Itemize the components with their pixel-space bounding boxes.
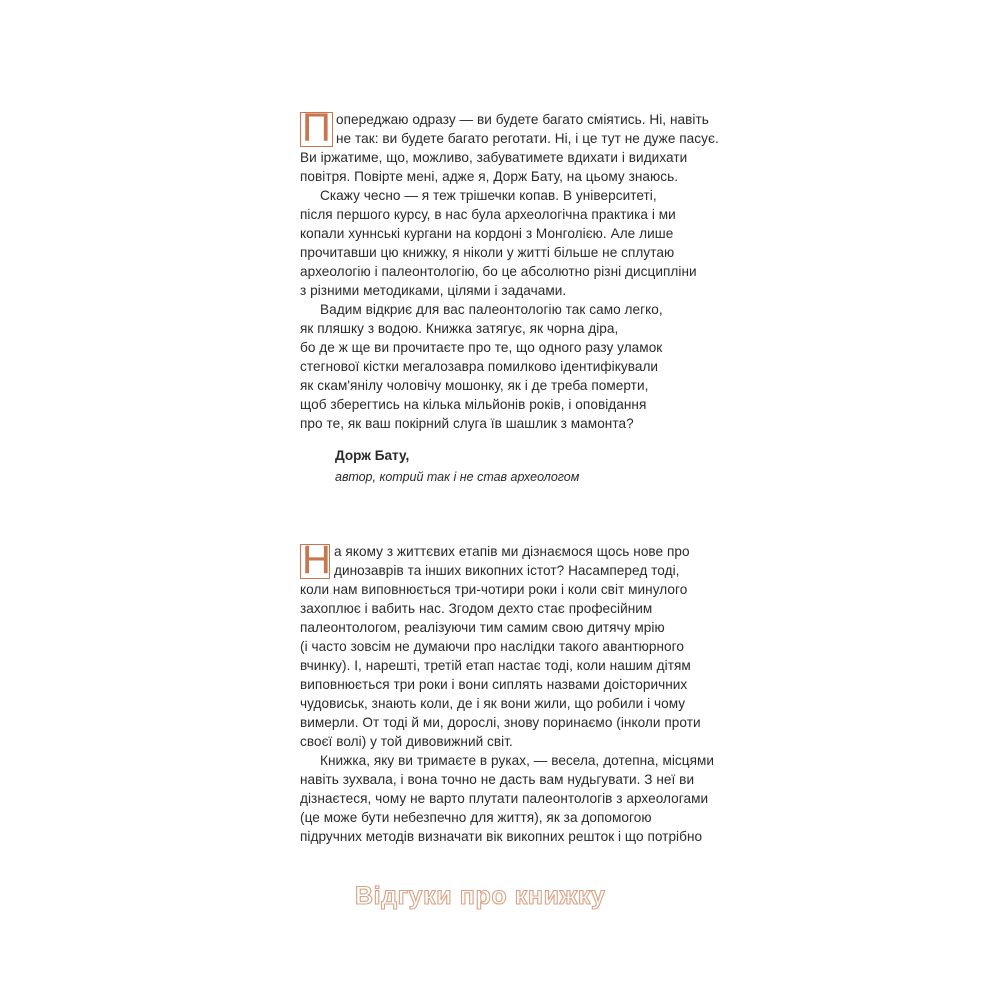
intro-line: палеонтологом, реалізуючи тим самим свою дитячу мрію xyxy=(300,620,665,635)
foreword-line: опереджаю одразу — ви будете багато сміятись. Ні, навіть xyxy=(336,112,709,127)
foreword-line: Скажу чесно — я теж трішечки копав. В університеті, xyxy=(320,188,657,203)
intro-line: дізнаєтеся, чому не варто плутати палеонтологів з археологами xyxy=(300,791,709,806)
foreword-line: Вадим відкриє для вас палеонтологію так само легко, xyxy=(320,302,663,317)
foreword-line: щоб зберегтись на кілька мільйонів років, і оповідання xyxy=(300,397,647,412)
intro-line: коли нам виповнюється три-чотири роки і коли світ минулого xyxy=(300,582,688,597)
intro-line: виповнюється три роки і вони сиплять назвами доісторичних xyxy=(300,677,688,692)
foreword-line: про те, як ваш покірний слуга їв шашлик з мамонта? xyxy=(300,416,634,431)
intro-line: а якому з життєвих етапів ми дізнаємося щось нове про xyxy=(334,544,690,559)
intro-line: (це може бути небезпечно для життя), як за допомогою xyxy=(300,810,652,825)
foreword-line: як скам'янілу чоловічу мошонку, як і де треба померти, xyxy=(300,378,649,393)
foreword-line: стегнової кістки мегалозавра помилково ідентифікували xyxy=(300,359,659,374)
foreword-line: з різними методиками, цілями і задачами. xyxy=(300,283,567,298)
foreword-line: як пляшку з водою. Книжка затягує, як чорна діра, xyxy=(300,321,619,336)
foreword-author: Дорж Бату, xyxy=(335,448,410,463)
intro-line: підручних методів визначати вік викопних решток і що потрібно xyxy=(300,829,703,844)
intro-line: захоплює і вабить нас. Згодом дехто стає професійним xyxy=(300,601,653,616)
foreword-line: не так: ви будете багато реготати. Ні, і це тут не дуже пасує. xyxy=(336,131,719,146)
foreword-line: бо де ж ще ви прочитаєте про те, що одного разу уламок xyxy=(300,340,663,355)
foreword-line: повітря. Повірте мені, адже я, Дорж Бату, на цьому знаюсь. xyxy=(300,169,679,184)
intro-line: навіть зухвала, і вона точно не дасть вам нудьгувати. З неї ви xyxy=(300,772,695,787)
foreword-line: Ви іржатиме, що, можливо, забуватимете вдихати і видихати xyxy=(300,150,688,165)
foreword-dropcap: П xyxy=(302,106,331,150)
intro-line: вчинку). І, нарешті, третій етап настає тоді, коли нашим дітям xyxy=(300,658,691,673)
intro-block xyxy=(300,538,740,854)
foreword-line: копали хуннські кургани на кордоні з Монголією. Але лише xyxy=(300,226,674,241)
foreword-line: після першого курсу, в нас була археологічна практика і ми xyxy=(300,207,676,222)
reviews-heading: Відгуки про книжку xyxy=(355,882,606,910)
intro-line: Книжка, яку ви тримаєте в руках, — весела, дотепна, місцями xyxy=(320,753,715,768)
foreword-line: археологію і палеонтологію, бо це абсолютно різні дисципліни xyxy=(300,264,697,279)
foreword-author-role: автор, котрий так і не став археологом xyxy=(335,470,580,484)
intro-line: чудовиськ, знають коли, де і як вони жили, що робили і чому xyxy=(300,696,686,711)
foreword-block xyxy=(300,106,740,442)
intro-line: (і часто зовсім не думаючи про наслідки такого авантюрного xyxy=(300,639,684,654)
intro-line: вимерли. От тоді й ми, дорослі, знову поринаємо (інколи проти xyxy=(300,715,701,730)
intro-line: динозаврів та інших викопних істот? Насамперед тоді, xyxy=(334,563,680,578)
foreword-line: прочитавши цю книжку, я ніколи у житті більше не сплутаю xyxy=(300,245,675,260)
intro-line: своєї волі) у той дивовижний світ. xyxy=(300,734,513,749)
intro-dropcap: Н xyxy=(302,538,331,582)
